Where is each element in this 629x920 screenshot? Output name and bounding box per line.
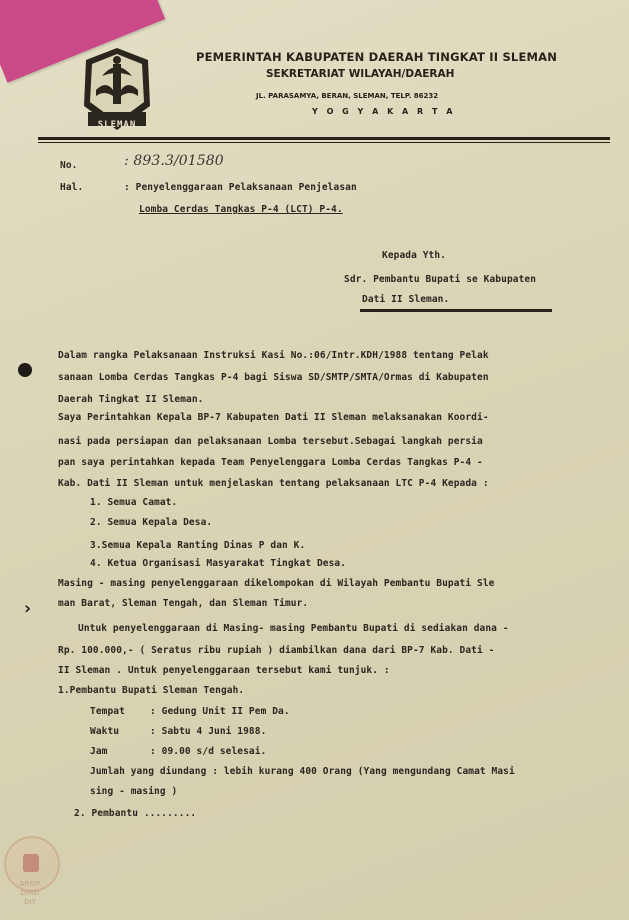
paragraph-line: Jumlah yang diundang : lebih kurang 400 Orang (Yang mengundang Camat Masi xyxy=(90,766,515,777)
paragraph-line: Masing - masing penyelenggaraan dikelompokan di Wilayah Pembantu Bupati Sle xyxy=(58,578,495,589)
detail-value: : 09.00 s/d selesai. xyxy=(150,746,267,757)
addressee-salutation: Kepada Yth. xyxy=(382,250,447,261)
section-heading: 2. Pembantu ......... xyxy=(74,808,197,819)
list-item: 2. Semua Kepala Desa. xyxy=(90,517,213,528)
detail-value: : Sabtu 4 Juni 1988. xyxy=(150,726,267,737)
paragraph-line: Rp. 100.000,- ( Seratus ribu rupiah ) diambilkan dana dari BP-7 Kab. Dati - xyxy=(58,645,495,656)
stamp-line: ARSIP xyxy=(19,880,41,888)
subject-line-1: : Penyelenggaraan Pelaksanaan Penjelasan xyxy=(124,182,357,193)
paragraph-line: nasi pada persiapan dan pelaksanaan Lomba tersebut.Sebagai langkah persia xyxy=(58,436,483,447)
paragraph-line: man Barat, Sleman Tengah, dan Sleman Timur. xyxy=(58,598,309,609)
letterhead-title: PEMERINTAH KABUPATEN DAERAH TINGKAT II SLEMAN xyxy=(196,50,558,64)
hal-label: Hal. xyxy=(60,182,84,193)
letter-number: : 893.3/01580 xyxy=(124,153,224,169)
subject-line-2: Lomba Cerdas Tangkas P-4 (LCT) P-4. xyxy=(139,204,343,215)
paragraph-line: Daerah Tingkat II Sleman. xyxy=(58,394,204,405)
sleman-emblem xyxy=(80,46,154,134)
section-heading: 1.Pembantu Bupati Sleman Tengah. xyxy=(58,685,245,696)
detail-label: Jam xyxy=(90,746,108,757)
letterhead-rule-thin xyxy=(38,142,610,143)
letterhead-address: JL. PARASAMYA, BERAN, SLEMAN, TELP. 86232 xyxy=(256,92,439,100)
detail-label: Tempat xyxy=(90,706,125,717)
paragraph-line: sing - masing ) xyxy=(90,786,178,797)
archive-stamp-core xyxy=(23,854,39,872)
letterhead-city: Y O G Y A K A R T A xyxy=(312,107,456,116)
letterhead-subtitle: SEKRETARIAT WILAYAH/DAERAH xyxy=(266,68,455,80)
addressee-recipient: Sdr. Pembantu Bupati se Kabupaten xyxy=(344,274,537,285)
detail-value: : Gedung Unit II Pem Da. xyxy=(150,706,290,717)
no-label: No. xyxy=(60,160,78,171)
list-item: 4. Ketua Organisasi Masyarakat Tingkat Desa. xyxy=(90,558,347,569)
stamp-line: DPAD xyxy=(20,889,40,897)
punch-hole xyxy=(18,363,32,377)
archive-stamp-text xyxy=(2,880,58,907)
emblem-label: SLEMAN xyxy=(97,120,137,130)
list-item: 3.Semua Kepala Ranting Dinas P dan K. xyxy=(90,540,306,551)
stamp-line: DIY xyxy=(24,898,36,906)
paragraph-line: sanaan Lomba Cerdas Tangkas P-4 bagi Siswa SD/SMTP/SMTA/Ormas di Kabupaten xyxy=(58,372,489,383)
paragraph-line: Saya Perintahkan Kepala BP-7 Kabupaten Dati II Sleman melaksanakan Koordi- xyxy=(58,412,489,423)
paper-clip-mark: › xyxy=(22,598,33,619)
paragraph-line: pan saya perintahkan kepada Team Penyelenggara Lomba Cerdas Tangkas P-4 - xyxy=(58,457,483,468)
letterhead-rule xyxy=(38,137,610,140)
paragraph-line: Kab. Dati II Sleman untuk menjelaskan tentang pelaksanaan LTC P-4 Kepada : xyxy=(58,478,489,489)
paragraph-line: II Sleman . Untuk penyelenggaraan tersebut kami tunjuk. : xyxy=(58,665,390,676)
list-item: 1. Semua Camat. xyxy=(90,497,178,508)
paragraph-line: Dalam rangka Pelaksanaan Instruksi Kasi No.:06/Intr.KDH/1988 tentang Pelak xyxy=(58,350,489,361)
addressee-underline xyxy=(360,309,552,312)
addressee-region: Dati II Sleman. xyxy=(362,294,450,305)
paragraph-line: Untuk penyelenggaraan di Masing- masing Pembantu Bupati di sediakan dana - xyxy=(78,623,509,634)
detail-label: Waktu xyxy=(90,726,120,737)
